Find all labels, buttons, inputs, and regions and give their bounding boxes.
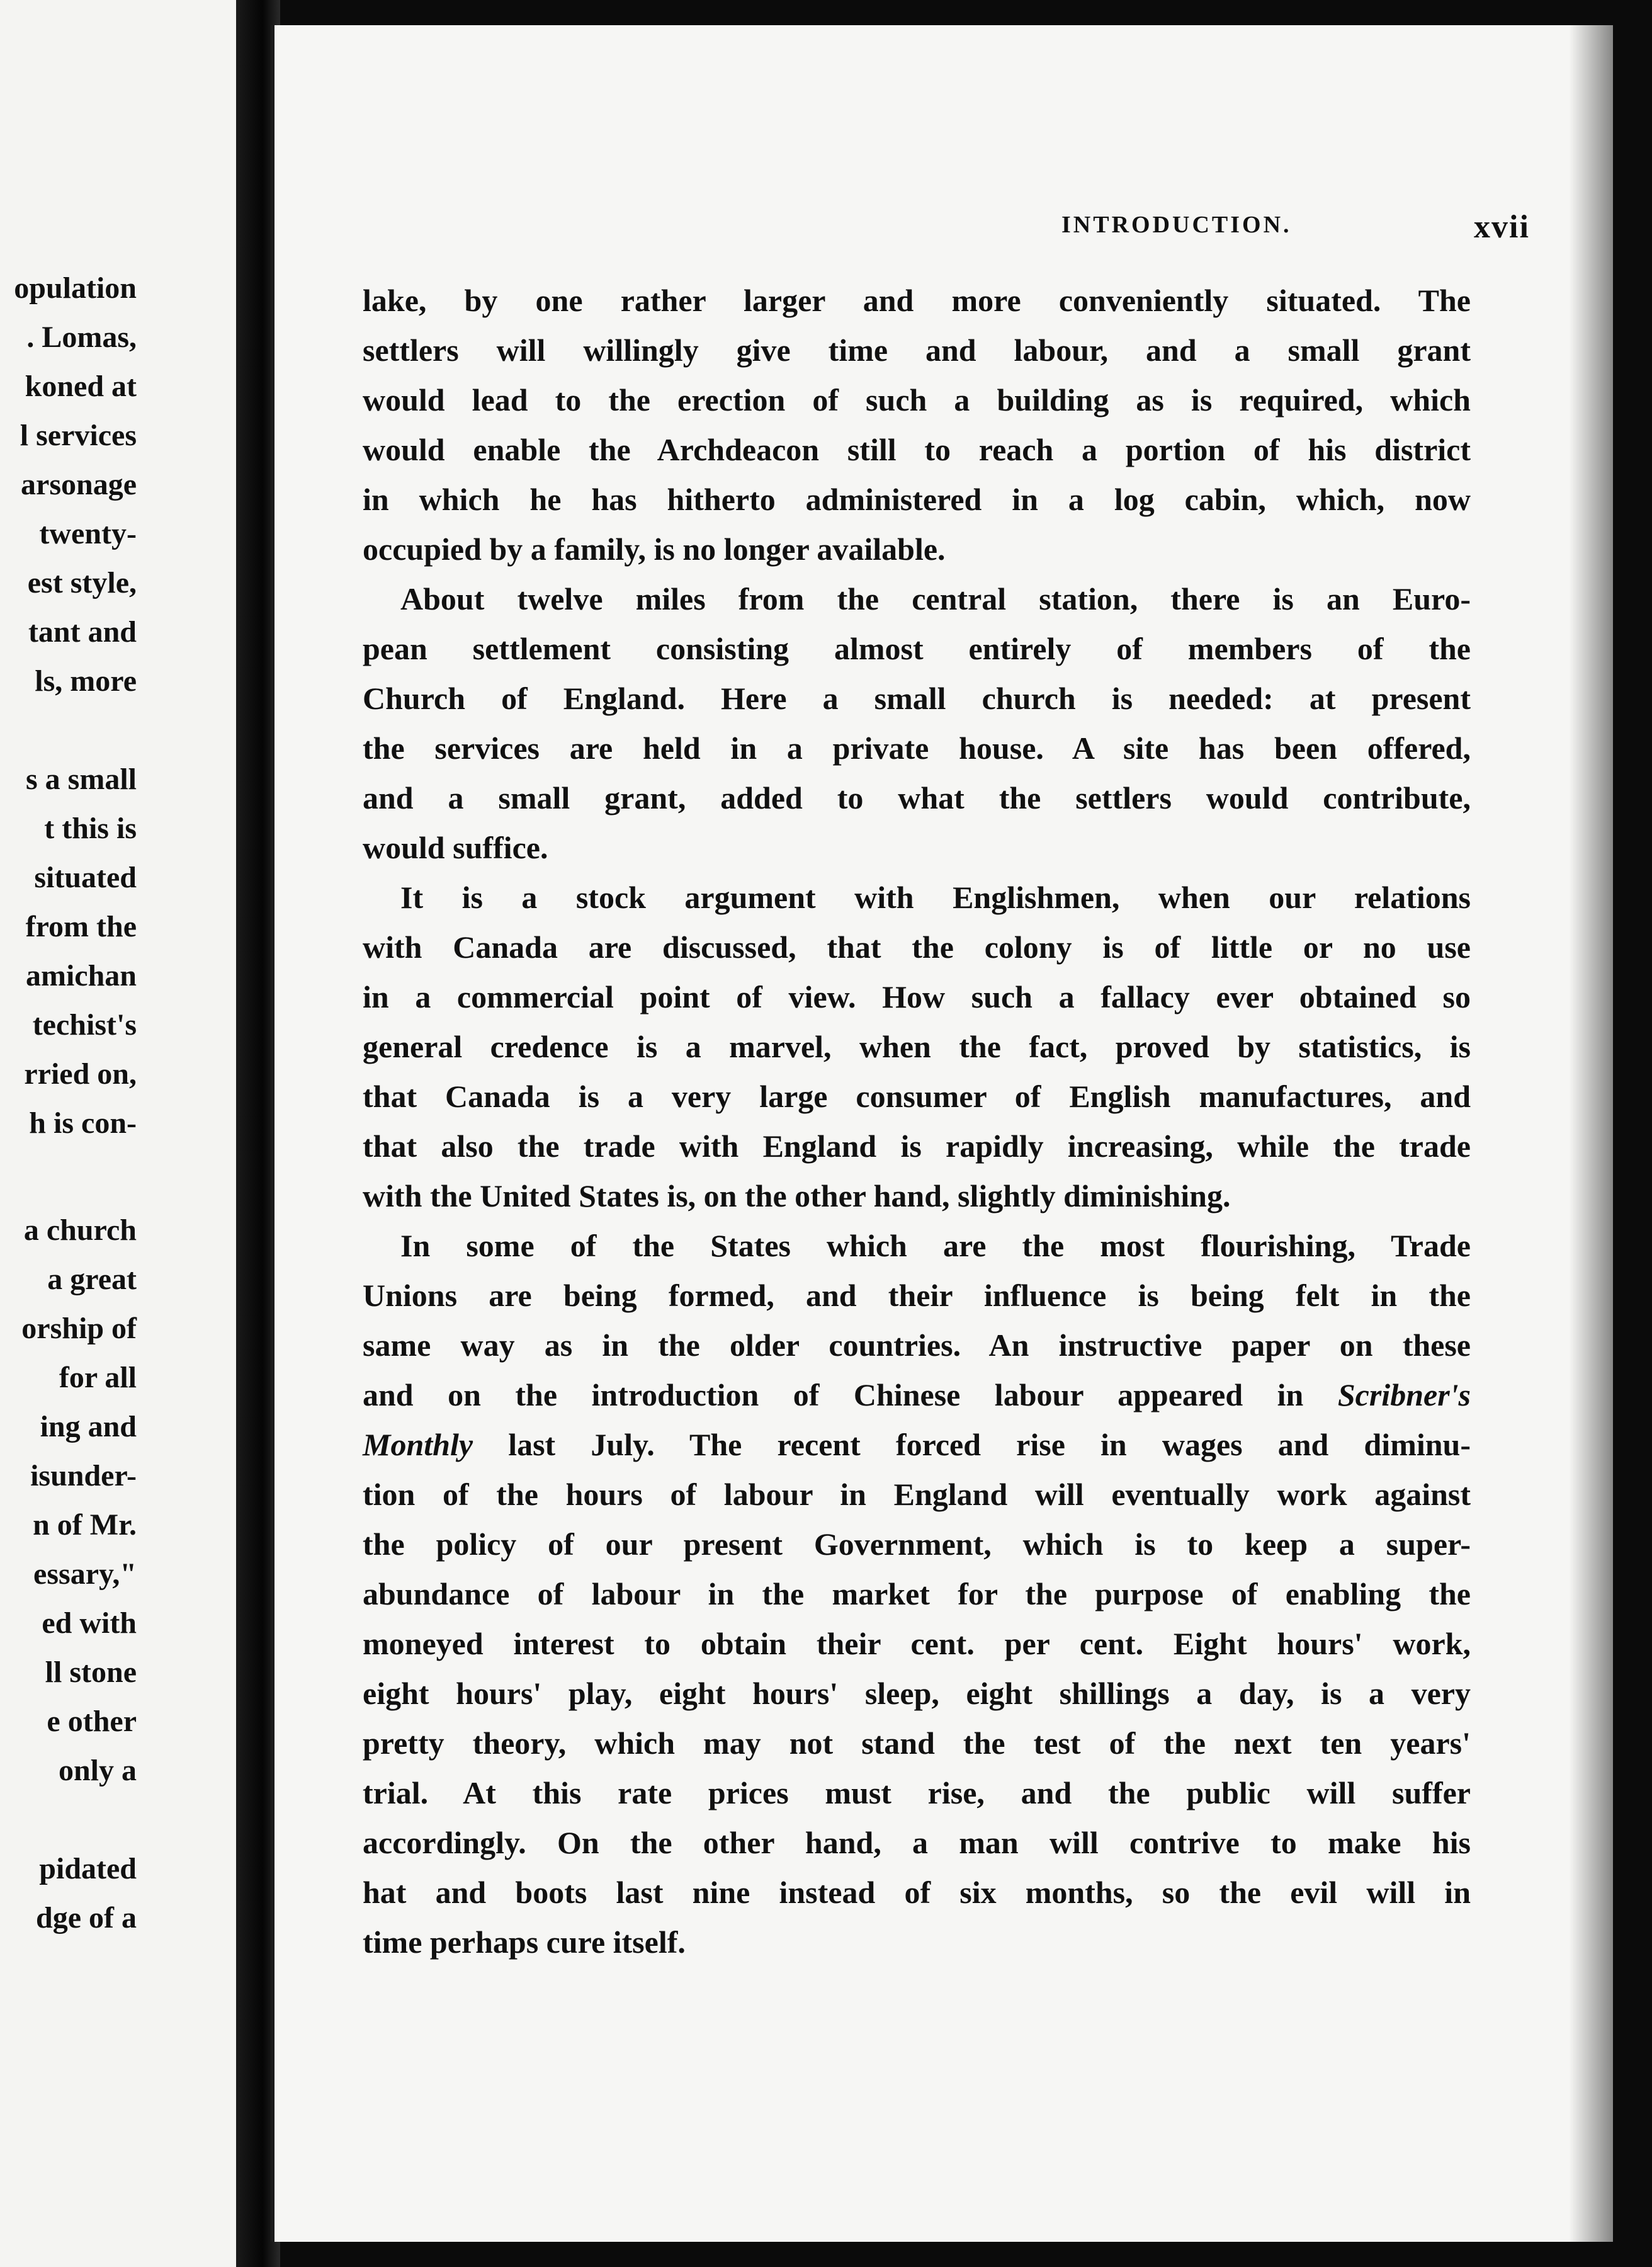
- text-line: About twelve miles from the central station, there is an Euro-: [400, 581, 1471, 616]
- text-line-segment: last July. The recent forced rise in wages and diminu-: [508, 1427, 1471, 1462]
- text-line-with-italic: [363, 1370, 1471, 1420]
- text-line: pretty theory, which may not stand the test of the next ten years': [363, 1725, 1471, 1761]
- left-page-line: e other: [47, 1705, 137, 1738]
- text-line: would suffice.: [363, 830, 548, 865]
- text-line: with the United States is, on the other hand, slightly diminishing.: [363, 1178, 1231, 1213]
- text-line: would enable the Archdeacon still to reach a portion of his district: [363, 432, 1471, 467]
- text-line: the policy of our present Government, which is to keep a super-: [363, 1526, 1471, 1562]
- left-page-line: only a: [58, 1754, 137, 1787]
- text-line: trial. At this rate prices must rise, and the public will suffer: [363, 1775, 1471, 1810]
- text-line: Unions are being formed, and their influence is being felt in the: [363, 1278, 1471, 1313]
- body-text: [363, 276, 1471, 1967]
- text-line: accordingly. On the other hand, a man will contrive to make his: [363, 1825, 1471, 1860]
- text-line: general credence is a marvel, when the fact, proved by statistics, is: [363, 1029, 1471, 1064]
- running-title: INTRODUCTION.: [1061, 212, 1292, 238]
- text-line: tion of the hours of labour in England will eventually work against: [363, 1477, 1471, 1512]
- text-line: pean settlement consisting almost entirely of members of the: [363, 631, 1471, 666]
- text-line-with-italic: [363, 1420, 1471, 1470]
- left-page-line: h is con-: [29, 1106, 137, 1140]
- left-page-line: for all: [59, 1361, 137, 1394]
- left-page-line: t this is: [44, 812, 137, 845]
- left-page-line: situated: [34, 861, 137, 894]
- left-page-line: essary,": [33, 1557, 137, 1591]
- text-line: It is a stock argument with Englishmen, when our relations: [400, 880, 1471, 915]
- text-line: would lead to the erection of such a building as is required, which: [363, 382, 1471, 418]
- text-line: moneyed interest to obtain their cent. per cent. Eight hours' work,: [363, 1626, 1471, 1661]
- left-page-line: s a small: [25, 763, 137, 796]
- left-page-line: twenty-: [39, 517, 137, 550]
- text-line-segment: and on the introduction of Chinese labour appeared in: [363, 1377, 1304, 1412]
- italic-title-scribners: Scribner's: [1337, 1377, 1471, 1412]
- text-line: In some of the States which are the most flourishing, Trade: [400, 1228, 1471, 1263]
- left-page-line: isunder-: [30, 1459, 137, 1492]
- left-page-line: ll stone: [45, 1656, 137, 1689]
- left-page-line: ing and: [40, 1410, 137, 1443]
- text-line: the services are held in a private house. A site has been offered,: [363, 730, 1471, 766]
- text-line: eight hours' play, eight hours' sleep, eight shillings a day, is a very: [363, 1676, 1471, 1711]
- left-page-line: orship of: [21, 1312, 137, 1345]
- left-page-line: n of Mr.: [33, 1508, 137, 1542]
- left-page-line: est style,: [27, 566, 137, 599]
- left-page-line: amichan: [25, 959, 137, 992]
- text-line: hat and boots last nine instead of six months, so the evil will in: [363, 1875, 1471, 1910]
- text-line: and a small grant, added to what the settlers would contribute,: [363, 780, 1471, 815]
- text-line: that Canada is a very large consumer of English manufactures, and: [363, 1079, 1471, 1114]
- right-book-page: [271, 25, 1613, 2242]
- left-page-line: . Lomas,: [26, 321, 137, 354]
- text-line: occupied by a family, is no longer available.: [363, 531, 946, 567]
- left-page-line: l services: [20, 419, 137, 452]
- left-page-line: dge of a: [36, 1901, 137, 1935]
- left-page-line: opulation: [14, 271, 137, 305]
- text-line: in a commercial point of view. How such a fallacy ever obtained so: [363, 979, 1471, 1014]
- text-line: abundance of labour in the market for the purpose of enabling the: [363, 1576, 1471, 1611]
- left-page-line: ed with: [42, 1606, 137, 1640]
- left-page-line: ls, more: [35, 664, 137, 698]
- text-line: same way as in the older countries. An instructive paper on these: [363, 1327, 1471, 1363]
- page-number: xvii: [1474, 209, 1530, 245]
- text-line: lake, by one rather larger and more conveniently situated. The: [363, 283, 1471, 318]
- text-line: in which he has hitherto administered in a log cabin, which, now: [363, 482, 1471, 517]
- left-page-line: pidated: [39, 1852, 137, 1885]
- left-page-line: rried on,: [24, 1057, 137, 1091]
- left-facing-page: [0, 0, 236, 2267]
- text-line: that also the trade with England is rapidly increasing, while the trade: [363, 1128, 1471, 1164]
- left-page-line: a great: [47, 1263, 137, 1296]
- left-page-line: a church: [23, 1213, 137, 1247]
- text-line: with Canada are discussed, that the colony is of little or no use: [363, 929, 1471, 965]
- text-line: settlers will willingly give time and labour, and a small grant: [363, 332, 1471, 368]
- text-line: Church of England. Here a small church is needed: at present: [363, 681, 1471, 716]
- left-page-line: techist's: [32, 1008, 137, 1042]
- left-page-line: arsonage: [21, 468, 137, 501]
- left-page-line: tant and: [28, 615, 137, 649]
- left-page-line: from the: [25, 910, 137, 943]
- italic-title-monthly: Monthly: [363, 1427, 473, 1462]
- text-line: time perhaps cure itself.: [363, 1924, 686, 1960]
- left-page-line: koned at: [25, 370, 137, 403]
